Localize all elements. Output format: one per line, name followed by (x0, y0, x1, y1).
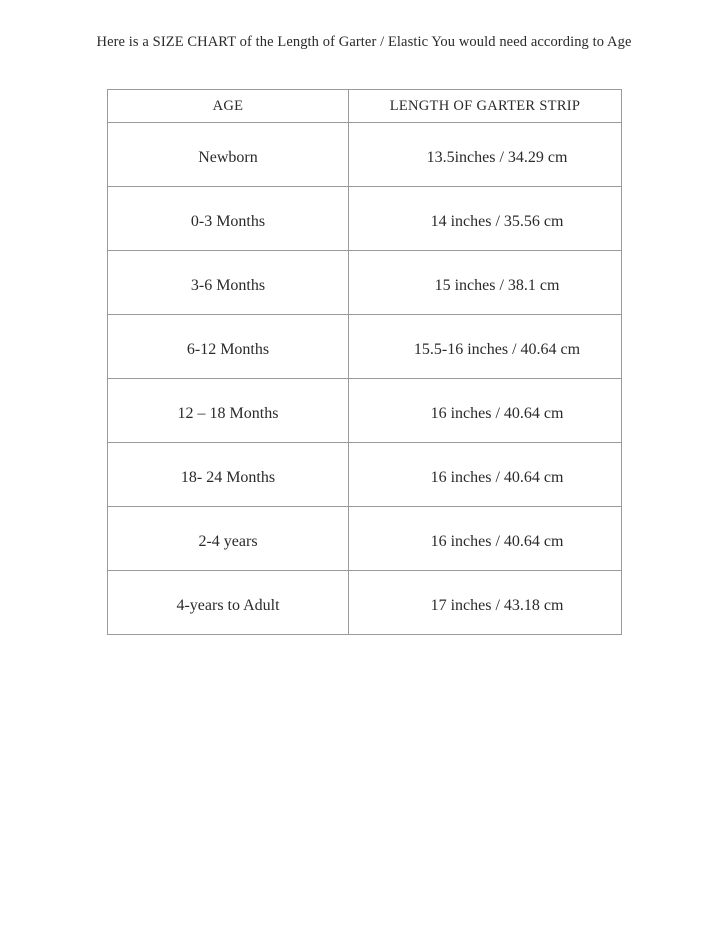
length-cell: 13.5inches / 34.29 cm (349, 123, 622, 187)
length-cell: 15 inches / 38.1 cm (349, 251, 622, 315)
table-row (108, 187, 622, 251)
length-cell: 14 inches / 35.56 cm (349, 187, 622, 251)
table-row (108, 443, 622, 507)
length-cell: 16 inches / 40.64 cm (349, 379, 622, 443)
length-cell: 15.5-16 inches / 40.64 cm (349, 315, 622, 379)
length-cell: 17 inches / 43.18 cm (349, 571, 622, 635)
age-cell: 12 – 18 Months (108, 379, 349, 443)
table-header-row (108, 90, 622, 123)
table-row (108, 507, 622, 571)
age-cell: 3-6 Months (108, 251, 349, 315)
age-cell: 0-3 Months (108, 187, 349, 251)
age-column-header: AGE (108, 90, 349, 123)
length-column-header: LENGTH OF GARTER STRIP (349, 90, 622, 123)
table-row (108, 315, 622, 379)
age-cell: 18- 24 Months (108, 443, 349, 507)
table-row (108, 251, 622, 315)
table-row (108, 379, 622, 443)
age-cell: 4-years to Adult (108, 571, 349, 635)
age-cell: 6-12 Months (108, 315, 349, 379)
length-cell: 16 inches / 40.64 cm (349, 443, 622, 507)
age-cell: Newborn (108, 123, 349, 187)
age-cell: 2-4 years (108, 507, 349, 571)
intro-text: Here is a SIZE CHART of the Length of Garter / Elastic You would need according to Age (96, 34, 632, 50)
garter-size-table (107, 89, 622, 635)
table-row (108, 123, 622, 187)
table-row (108, 571, 622, 635)
length-cell: 16 inches / 40.64 cm (349, 507, 622, 571)
